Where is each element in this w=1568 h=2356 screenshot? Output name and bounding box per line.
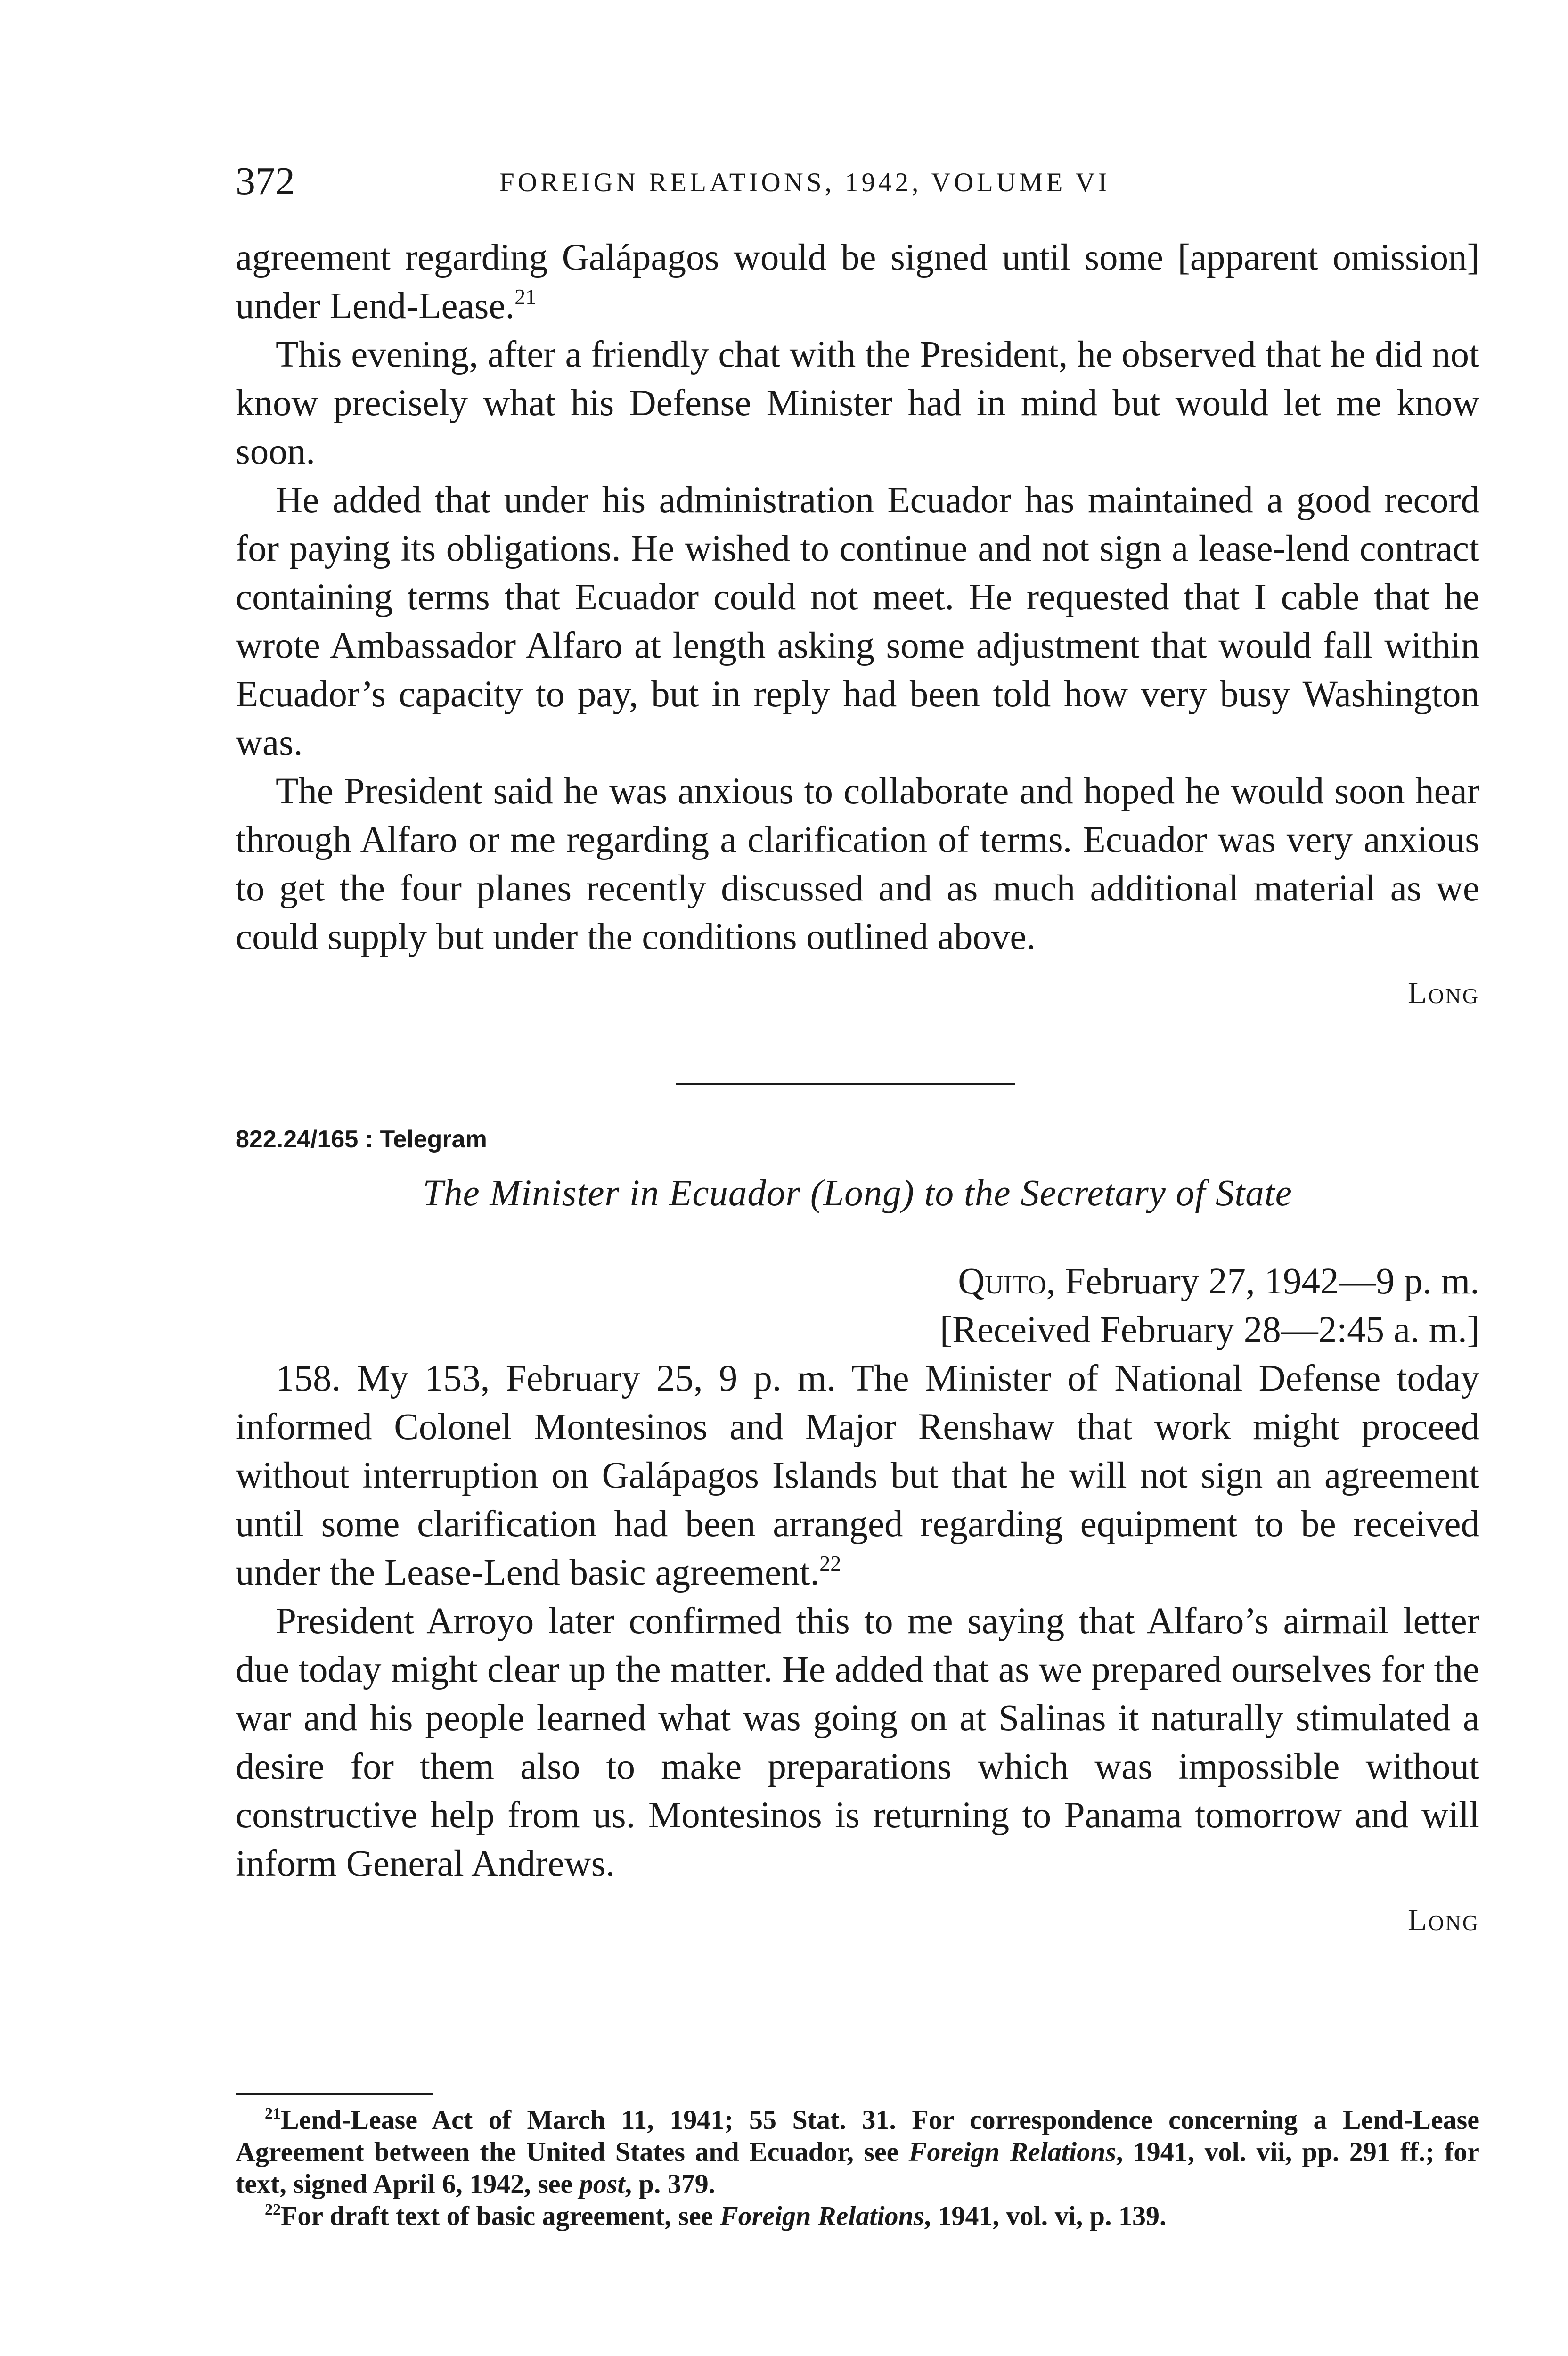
footnote-text: For draft text of basic agreement, see bbox=[281, 2201, 720, 2231]
paragraph-text: 158. My 153, February 25, 9 p. m. The Minister of National Defense today informed Colonel Montesinos and Major Renshaw that work might proceed without interruption on Galápagos Islands but that he will not sign an agreement until some clarification had been arranged regarding equipment to be received under the Lease-Lend basic agreement. bbox=[236, 1358, 1479, 1593]
paragraph: President Arroyo later confirmed this to me saying that Alfaro’s airmail letter due today might clear up the matter. He added that as we prepared ourselves for the war and his people learned what was going on at Salinas it naturally stimulated a desire for them also to make preparations which was impossible without constructive help from us. Montesinos is returning to Panama tomorrow and will inform General Andrews. bbox=[236, 1601, 1479, 1884]
paragraph: The President said he was anxious to collaborate and hoped he would soon hear through Alfaro or me regarding a clarification of terms. Ecuador was very anxious to get the four planes recently discussed and as much additional material as we could supply but under the conditions outlined above. bbox=[236, 771, 1479, 957]
section-divider bbox=[676, 1083, 1015, 1085]
file-reference: 822.24/165 : Telegram bbox=[236, 1126, 487, 1153]
date-time: , February 27, 1942—9 p. m. bbox=[1046, 1261, 1479, 1302]
signature: Long bbox=[1408, 976, 1479, 1010]
footnote-text: , 1941, vol. vii, pp. 291 ff.; for text, signed April 6, 1942, see bbox=[236, 2136, 1479, 2199]
footnote-mark: 21 bbox=[265, 2105, 281, 2122]
footnote-citation: post bbox=[579, 2168, 625, 2199]
signature: Long bbox=[1408, 1903, 1479, 1937]
paragraph bbox=[236, 233, 1479, 330]
city: Quito bbox=[958, 1261, 1046, 1302]
footnote-22 bbox=[236, 2200, 1479, 2232]
footnote-text: , 1941, vol. vi, p. 139. bbox=[924, 2201, 1167, 2231]
dateline bbox=[236, 1257, 1479, 1354]
footnote-text: Lend-Lease Act of March 11, 1941; 55 Stat. 31. For correspondence concerning a Lend-Lease Agreement between the United States and Ecuador, see bbox=[236, 2104, 1479, 2167]
paragraph: This evening, after a friendly chat with the President, he observed that he did not know precisely what his Defense Minister had in mind but would let me know soon. bbox=[236, 334, 1479, 472]
footnote-text: , p. 379. bbox=[625, 2168, 716, 2199]
footnotes bbox=[236, 2104, 1479, 2232]
footnote-citation: Foreign Relations bbox=[908, 2136, 1116, 2167]
footnote-divider bbox=[236, 2093, 433, 2095]
paragraph bbox=[236, 1354, 1479, 1597]
body-text bbox=[236, 233, 1479, 1944]
running-header bbox=[236, 155, 1479, 207]
date-sent bbox=[236, 1257, 1479, 1306]
date-received: [Received February 28—2:45 a. m.] bbox=[939, 1309, 1479, 1350]
running-title: FOREIGN RELATIONS, 1942, VOLUME VI bbox=[499, 168, 1111, 197]
footnote-mark: 22 bbox=[265, 2201, 281, 2218]
paragraph-text: agreement regarding Galápagos would be signed until some [apparent omission] under Lend-Lease. bbox=[236, 237, 1479, 327]
footnote-ref: 22 bbox=[819, 1551, 841, 1575]
page-number: 372 bbox=[236, 159, 295, 203]
document-title: The Minister in Ecuador (Long) to the Secretary of State bbox=[423, 1173, 1292, 1214]
footnote-ref: 21 bbox=[514, 285, 537, 309]
paragraph: He added that under his administration Ecuador has maintained a good record for paying its obligations. He wished to continue and not sign a lease-lend contract containing terms that Ecuador could not meet. He requested that I cable that he wrote Ambassador Alfaro at length asking some adjustment that would fall within Ecuador’s capacity to pay, but in reply had been told how very busy Washington was. bbox=[236, 480, 1479, 763]
footnote-citation: Foreign Relations bbox=[720, 2201, 924, 2231]
footnote-21 bbox=[236, 2104, 1479, 2200]
